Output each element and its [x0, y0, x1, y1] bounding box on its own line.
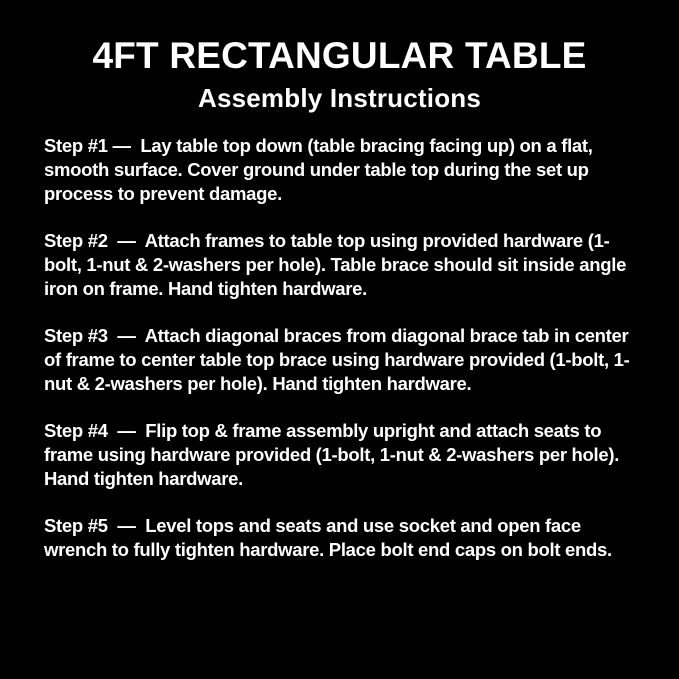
step-4-instruction: Step #4 — Flip top & frame assembly upright and attach seats to frame using hardware provided (1-bolt, 1-nut & 2-washers per hole). Hand tighten hardware.: [44, 419, 624, 489]
step-1-instruction: Step #1 — Lay table top down (table bracing facing up) on a flat, smooth surface. Cover ground under table top during the set up process to prevent damage.: [44, 134, 598, 204]
step-3-instruction: Step #3 — Attach diagonal braces from diagonal brace tab in center of frame to center table top brace using hardware provided (1-bolt, 1-nut & 2-washers per hole). Hand tighten hardware.: [44, 324, 634, 394]
poster-header: [44, 36, 635, 114]
page-title: 4FT RECTANGULAR TABLE: [92, 35, 587, 76]
instruction-steps: [44, 134, 635, 562]
step-5-instruction: Step #5 — Level tops and seats and use socket and open face wrench to fully tighten hardware. Place bolt end caps on bolt ends.: [44, 514, 612, 560]
step-2-instruction: Step #2 — Attach frames to table top using provided hardware (1-bolt, 1-nut & 2-washers per hole). Table brace should sit inside angle iron on frame. Hand tighten hardware.: [44, 229, 631, 299]
page-subtitle: Assembly Instructions: [197, 82, 482, 113]
